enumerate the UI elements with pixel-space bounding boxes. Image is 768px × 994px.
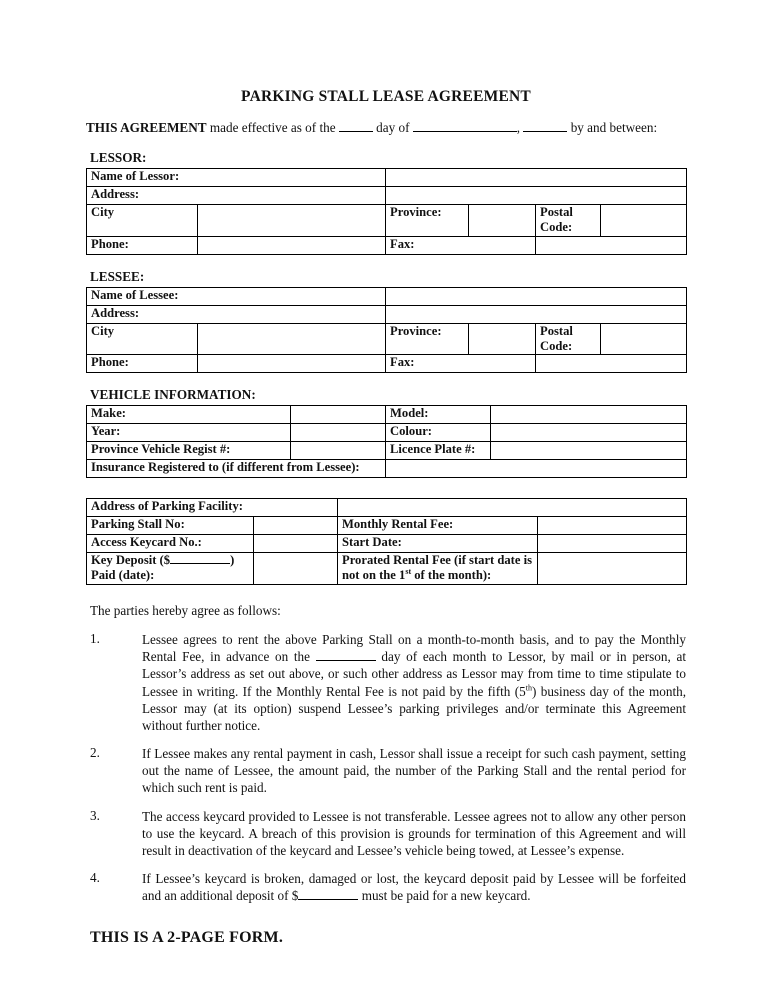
vehicle-model-label: Model:	[386, 406, 491, 424]
vehicle-model-value[interactable]	[491, 406, 687, 424]
vehicle-year-value[interactable]	[291, 424, 386, 442]
lessor-postal-value[interactable]	[601, 205, 687, 237]
clause1-text-a: Lessee agrees to rent the above Parking Stall on a month-to-month basis, and to pay the Monthly Rental Fee, in advance on the	[142, 632, 686, 665]
lessor-name-value[interactable]	[386, 169, 687, 187]
table-row	[87, 187, 687, 205]
clause-text	[142, 631, 686, 734]
clause-number: 4.	[90, 870, 100, 886]
page-title: PARKING STALL LEASE AGREEMENT	[241, 88, 531, 105]
document-content	[86, 0, 686, 947]
clause-number: 3.	[90, 807, 100, 823]
vehicle-province-regist-value[interactable]	[291, 442, 386, 460]
day-blank-field[interactable]	[339, 131, 373, 132]
lessor-province-label: Province:	[386, 205, 469, 237]
lessee-phone-value[interactable]	[198, 355, 386, 373]
vehicle-table	[86, 405, 687, 478]
lessor-phone-label: Phone:	[87, 236, 198, 254]
clause-text	[142, 870, 686, 904]
key-deposit-paid-date-label: Paid (date):	[91, 568, 155, 583]
agreement-intro-line	[86, 106, 686, 136]
clause-text: The access keycard provided to Lessee is not transferable. Lessee agrees not to allow any other person to use the keycard. A breach of this provision is grounds for termination of this Agreement and will result in deactivation of the keycard and Lessee’s vehicle being towed, at Lessee’s expense.	[142, 808, 686, 858]
vehicle-make-value[interactable]	[291, 406, 386, 424]
lessor-fax-value[interactable]	[536, 236, 687, 254]
start-date-value[interactable]	[538, 535, 687, 553]
key-deposit-text-a: Key Deposit ($	[91, 553, 171, 568]
table-row	[87, 169, 687, 187]
lessor-address-value[interactable]	[386, 187, 687, 205]
lessor-city-value[interactable]	[198, 205, 386, 237]
parking-facility-table	[86, 498, 687, 585]
lessee-table	[86, 287, 687, 374]
lessee-postal-value[interactable]	[601, 323, 687, 355]
parking-address-value[interactable]	[338, 499, 687, 517]
prorated-rental-fee-value[interactable]	[538, 553, 687, 585]
vehicle-insurance-label: Insurance Registered to (if different from Lessee):	[87, 460, 386, 478]
lessee-city-value[interactable]	[198, 323, 386, 355]
lessee-section-heading: LESSEE:	[90, 268, 145, 284]
lessee-address-label: Address:	[87, 305, 386, 323]
key-deposit-label	[87, 553, 254, 585]
list-item	[86, 808, 686, 870]
table-row	[87, 205, 687, 237]
table-row	[87, 406, 687, 424]
access-keycard-no-label: Access Keycard No.:	[87, 535, 254, 553]
lessee-address-value[interactable]	[386, 305, 687, 323]
clause1-superscript: th	[525, 683, 532, 693]
month-blank-field[interactable]	[413, 131, 517, 132]
lessor-phone-value[interactable]	[198, 236, 386, 254]
prorated-text-a: Prorated Rental Fee (if start date is not on the 1	[342, 553, 533, 583]
intro-text-1: made effective as of the	[206, 120, 339, 135]
clause1-day-blank-field[interactable]	[316, 660, 376, 661]
vehicle-year-label: Year:	[87, 424, 291, 442]
list-item	[86, 745, 686, 807]
agreement-lead-in: The parties hereby agree as follows:	[90, 603, 281, 619]
clause4-text-a: If Lessee’s keycard is broken, damaged or lost, the keycard deposit paid by Lessee will be forfeited and an additional deposit of $	[142, 871, 686, 904]
page-count-note: THIS IS A 2-PAGE FORM.	[90, 929, 284, 947]
lessee-name-label: Name of Lessee:	[87, 287, 386, 305]
lessor-address-label: Address:	[87, 187, 386, 205]
vehicle-colour-value[interactable]	[491, 424, 687, 442]
clause1-text-c: ) business day of the month, Lessor may (at its option) suspend Lessee’s parking privileges and/or terminate this Agreement without further notice.	[142, 683, 687, 733]
lessor-section-heading: LESSOR:	[90, 150, 147, 165]
key-deposit-blank-field[interactable]	[170, 563, 230, 564]
lessor-postal-label: Postal Code:	[536, 205, 601, 237]
monthly-rental-fee-value[interactable]	[538, 517, 687, 535]
vehicle-colour-label: Colour:	[386, 424, 491, 442]
clause1-text-b: day of each month to Lessor, by mail or in person, at Lessor’s address as set out above, or such other address as Lessor may from time to time stipulate to Lessee in writing. If the Monthly Rental Fee is not paid by the fifth (5	[142, 649, 686, 699]
table-row	[87, 535, 687, 553]
monthly-rental-fee-label: Monthly Rental Fee:	[338, 517, 538, 535]
intro-bold-lead: THIS AGREEMENT	[86, 120, 207, 135]
access-keycard-no-value[interactable]	[254, 535, 338, 553]
prorated-rental-fee-label	[338, 553, 538, 585]
table-row	[87, 424, 687, 442]
vehicle-make-label: Make:	[87, 406, 291, 424]
parking-address-label: Address of Parking Facility:	[87, 499, 338, 517]
vehicle-province-regist-label: Province Vehicle Regist #:	[87, 442, 291, 460]
vehicle-licence-plate-value[interactable]	[491, 442, 687, 460]
list-item	[86, 870, 686, 915]
parking-stall-no-value[interactable]	[254, 517, 338, 535]
key-deposit-text-b: )	[230, 553, 235, 568]
table-row	[87, 323, 687, 355]
clause4-deposit-blank-field[interactable]	[298, 899, 358, 900]
list-item	[86, 631, 686, 745]
lessor-province-value[interactable]	[469, 205, 536, 237]
table-row	[87, 460, 687, 478]
lessor-city-label: City	[87, 205, 198, 237]
lessee-fax-value[interactable]	[536, 355, 687, 373]
intro-text-2: day of	[372, 120, 413, 135]
table-row	[87, 499, 687, 517]
prorated-superscript: st	[405, 567, 412, 577]
start-date-label: Start Date:	[338, 535, 538, 553]
intro-text-3: ,	[516, 120, 524, 135]
lessee-fax-label: Fax:	[386, 355, 536, 373]
lessor-name-label: Name of Lessor:	[87, 169, 386, 187]
clause4-text-b: must be paid for a new keycard.	[358, 888, 531, 904]
table-row	[87, 305, 687, 323]
lessee-province-label: Province:	[386, 323, 469, 355]
key-deposit-value[interactable]	[254, 553, 338, 585]
lessee-province-value[interactable]	[469, 323, 536, 355]
lessee-phone-label: Phone:	[87, 355, 198, 373]
clause-number: 2.	[90, 745, 100, 761]
lessee-city-label: City	[87, 323, 198, 355]
lessor-fax-label: Fax:	[386, 236, 536, 254]
table-row	[87, 287, 687, 305]
prorated-text-b: of the month):	[411, 568, 492, 583]
table-row	[87, 236, 687, 254]
lessor-table	[86, 168, 687, 255]
vehicle-section-heading: VEHICLE INFORMATION:	[90, 387, 256, 403]
clauses-list	[86, 619, 686, 915]
year-blank-field[interactable]	[523, 131, 567, 132]
clause-number: 1.	[90, 631, 100, 647]
lessee-postal-label: Postal Code:	[536, 323, 601, 355]
clause-text: If Lessee makes any rental payment in cash, Lessor shall issue a receipt for such cash payment, setting out the name of Lessee, the amount paid, the number of the Parking Stall and the rental period for which such rent is paid.	[142, 746, 686, 796]
vehicle-licence-plate-label: Licence Plate #:	[386, 442, 491, 460]
table-row	[87, 442, 687, 460]
vehicle-insurance-value[interactable]	[386, 460, 687, 478]
lessee-name-value[interactable]	[386, 287, 687, 305]
table-row	[87, 553, 687, 585]
table-row	[87, 355, 687, 373]
table-row	[87, 517, 687, 535]
intro-text-4: by and between:	[567, 120, 658, 135]
parking-stall-no-label: Parking Stall No:	[87, 517, 254, 535]
